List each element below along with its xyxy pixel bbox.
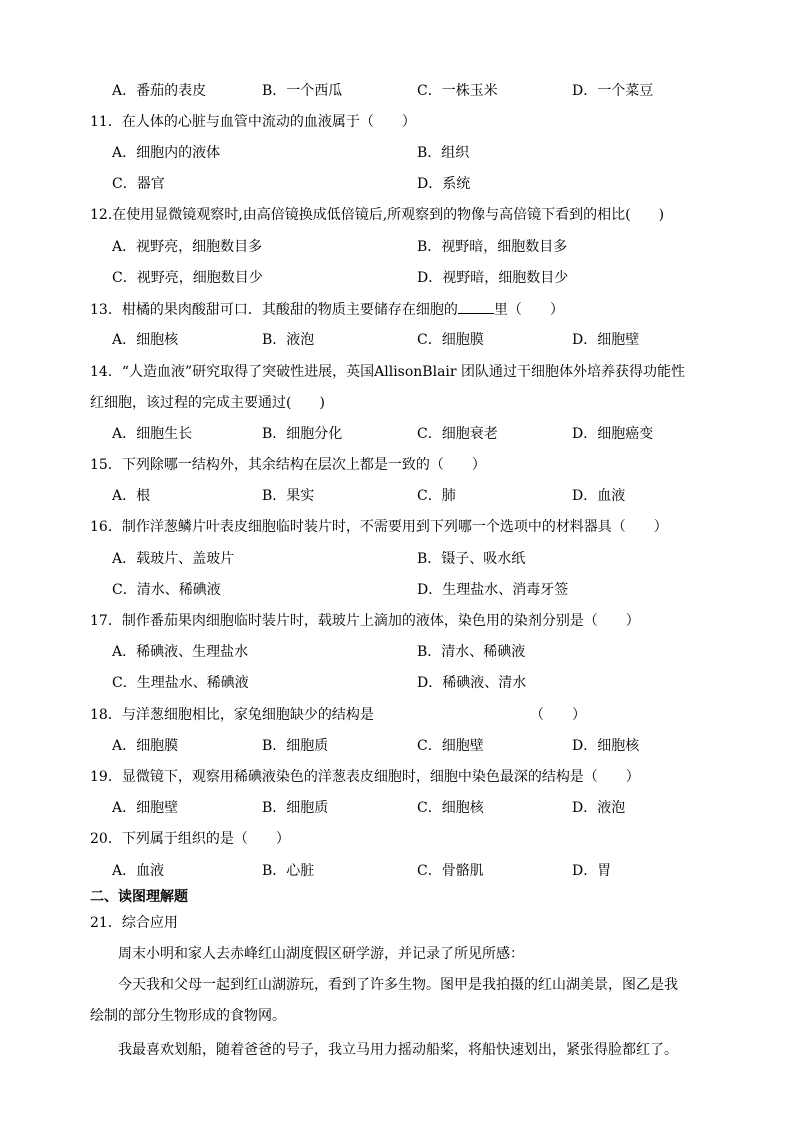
q10-option-c: C．一株玉米: [417, 83, 498, 99]
q15-stem: 15．下列除哪一结构外，其余结构在层次上都是一致的（ ）: [90, 457, 486, 473]
q16-option-b: B．镊子、吸水纸: [417, 551, 526, 567]
q18-stem: 18．与洋葱细胞相比，家兔细胞缺少的结构是: [90, 707, 374, 723]
q19-option-b: B．细胞质: [262, 800, 329, 816]
q11-option-c: C．器官: [112, 176, 165, 192]
q11-option-d: D．系统: [417, 176, 471, 192]
q14-stem-line1: 14．“人造血液”研究取得了突破性进展，英国AllisonBlair 团队通过干细胞体外培养获得功能性: [90, 364, 686, 380]
q12-option-b: B．视野暗，细胞数目多: [417, 239, 568, 255]
q16-option-a: A．载玻片、盖玻片: [112, 551, 235, 567]
q15-option-c: C．肺: [417, 488, 456, 504]
q18-answer-paren: （ ）: [530, 707, 586, 723]
q18-option-c: C．细胞壁: [417, 738, 484, 754]
q18-stem-row: [90, 705, 708, 725]
q16-option-d: D．生理盐水、消毒牙签: [417, 582, 569, 598]
q16-option-c: C．清水、稀碘液: [112, 582, 221, 598]
q15-option-a: A．根: [112, 488, 151, 504]
q11-stem: 11．在人体的心脏与血管中流动的血液属于（ ）: [90, 114, 416, 130]
q21-paragraph-2-line1: 今天我和父母一起到红山湖游玩，看到了许多生物。图甲是我拍摄的红山湖美景，图乙是我: [118, 977, 678, 993]
q13-stem-post: 里（ ）: [493, 302, 564, 318]
q12-stem: 12.在使用显微镜观察时,由高倍镜换成低倍镜后,所观察到的物像与高倍镜下看到的相比( ): [90, 207, 665, 223]
q17-option-b: B．清水、稀碘液: [417, 644, 526, 660]
q19-option-a: A．细胞壁: [112, 800, 179, 816]
q10-option-a: A．番茄的表皮: [112, 83, 207, 99]
q12-option-d: D．视野暗，细胞数目少: [417, 270, 569, 286]
q15-option-d: D．血液: [572, 488, 626, 504]
q13-option-a: A．细胞核: [112, 332, 179, 348]
q17-stem: 17．制作番茄果肉细胞临时装片时，载玻片上滴加的液体，染色用的染剂分别是（ ）: [90, 613, 640, 629]
q18-option-d: D．细胞核: [572, 738, 640, 754]
q20-stem: 20．下列属于组织的是（ ）: [90, 831, 290, 847]
q19-option-d: D．液泡: [572, 800, 626, 816]
q20-option-b: B．心脏: [262, 863, 315, 879]
q14-option-d: D．细胞癌变: [572, 426, 654, 442]
q14-option-a: A．细胞生长: [112, 426, 193, 442]
q13-blank: [458, 299, 494, 314]
q11-option-b: B．组织: [417, 145, 470, 161]
q18-option-a: A．细胞膜: [112, 738, 179, 754]
q18-option-b: B．细胞质: [262, 738, 329, 754]
section-heading: 二、读图理解题: [90, 889, 188, 905]
q13-option-b: B．液泡: [262, 332, 315, 348]
q12-option-a: A．视野亮，细胞数目多: [112, 239, 263, 255]
q13-stem: [90, 299, 708, 320]
q12-option-c: C．视野亮，细胞数目少: [112, 270, 263, 286]
q17-option-a: A．稀碘液、生理盐水: [112, 644, 249, 660]
q10-option-b: B．一个西瓜: [262, 83, 343, 99]
q19-option-c: C．细胞核: [417, 800, 484, 816]
q11-option-a: A．细胞内的液体: [112, 145, 221, 161]
q14-option-c: C．细胞衰老: [417, 426, 498, 442]
q13-stem-pre: 13．柑橘的果肉酸甜可口．其酸甜的物质主要储存在细胞的: [90, 302, 458, 318]
q13-option-c: C．细胞膜: [417, 332, 484, 348]
q10-option-d: D．一个菜豆: [572, 83, 654, 99]
q17-option-d: D．稀碘液、清水: [417, 675, 527, 691]
q21-paragraph-3: 我最喜欢划船，随着爸爸的号子，我立马用力摇动船桨，将船快速划出，紧张得脸都红了。: [118, 1042, 678, 1058]
q21-title: 21．综合应用: [90, 915, 178, 931]
q13-option-d: D．细胞壁: [572, 332, 640, 348]
q20-option-a: A．血液: [112, 863, 165, 879]
q14-option-b: B．细胞分化: [262, 426, 343, 442]
q20-option-c: C．骨骼肌: [417, 863, 484, 879]
q16-stem: 16．制作洋葱鳞片叶表皮细胞临时装片时，不需要用到下列哪一个选项中的材料器具（ ）: [90, 519, 668, 535]
q17-option-c: C．生理盐水、稀碘液: [112, 675, 249, 691]
q19-stem: 19．显微镜下，观察用稀碘液染色的洋葱表皮细胞时，细胞中染色最深的结构是（ ）: [90, 769, 640, 785]
q14-stem-line2: 红细胞，该过程的完成主要通过( ): [90, 395, 325, 411]
q15-option-b: B．果实: [262, 488, 315, 504]
q20-option-d: D．胃: [572, 863, 612, 879]
q21-paragraph-2-line2: 绘制的部分生物形成的食物网。: [90, 1008, 286, 1024]
q21-paragraph-1: 周末小明和家人去赤峰红山湖度假区研学游，并记录了所见所感：: [118, 946, 524, 962]
